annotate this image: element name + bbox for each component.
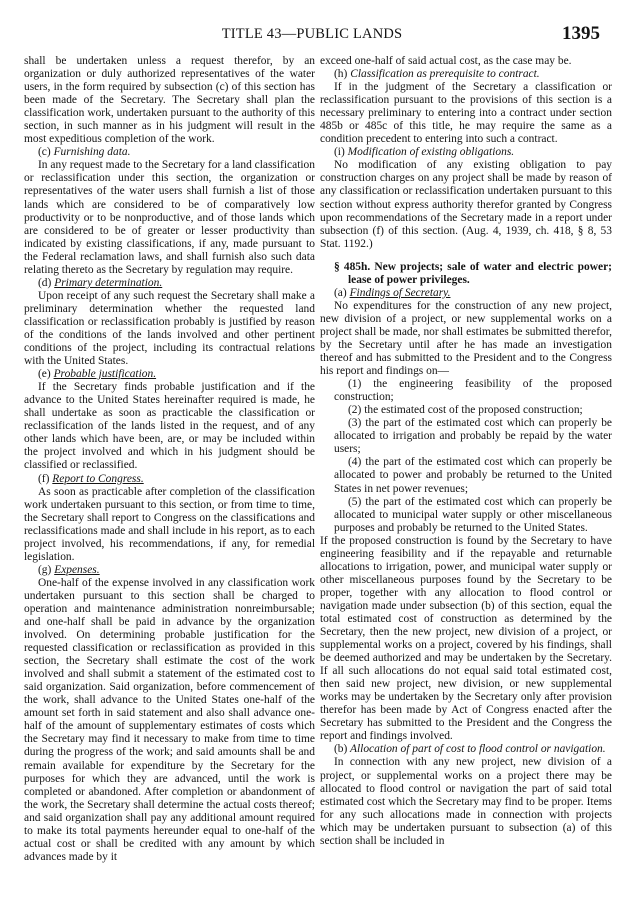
subsection-a-followup: If the proposed construction is found by the Secretary to have engineering feasibility and if the repayable and returnable allocations to irrigation, power, and municipal water supply or other miscellaneous purposes found by the Secretary to be proper, together with any allocation to flood control or navigation made under subsection (b) of this section, equal the total estimated cost of construction as determined by the Secretary, then the new project, new division of a project, or supplemental works on a project, covered by his findings, shall be deemed authorized and may be undertaken by the Secretary. If all such allocations do not equal said total estimated cost, then said new project, new division, or new supplemental works may be undertaken by the Secretary only after provision therefor has been made by Act of Congress enacted after the Secretary has submitted to the President and the Congress the report and findings involved. — [320, 534, 612, 743]
subsection-d-text: Upon receipt of any such request the Secretary shall make a preliminary determination whether the requested land classification or reclassification probably is justified by reason of the conditions of the lands involved and other pertinent conditions of the project, including its contractual relations with the United States. — [24, 289, 315, 368]
finding-item: (3) the part of the estimated cost which can properly be allocated to irrigation and probably be repaid by the water users; — [334, 417, 612, 456]
subsection-e-text: If the Secretary finds probable justification and if the advance to the United States hereinafter required is made, he shall undertake as soon as practicable the classification or reclassification of the lands listed in the request, and of any other lands which have been, are, or may be included within the project involved and which in his judgment should be classified or reclassified. — [24, 381, 315, 472]
subsection-h-text: If in the judgment of the Secretary a classification or reclassification pursuant to the provisions of this section is a necessary preliminary to entering into a contract under section 485b or 485c of this title, he may require the same as a condition precedent to entering into such a contract. — [320, 81, 612, 146]
subsection-g-title: Expenses. — [54, 563, 100, 576]
page-header — [0, 22, 624, 46]
subsection-a-title: Findings of Secretary. — [349, 286, 451, 299]
finding-item: (2) the estimated cost of the proposed construction; — [348, 404, 583, 417]
subsection-h-title: Classification as prerequisite to contract. — [350, 68, 540, 81]
subsection-i-text: No modification of any existing obligation to pay construction charges on any project shall be made by reason of any classification or reclassification undertaken pursuant to this section without express authority therefor granted by Congress upon recommendations of the Secretary made in a report under subsection (f) of this section. (Aug. 4, 1939, ch. 418, § 8, 53 Stat. 1192.) — [320, 159, 612, 250]
subsection-d-heading — [24, 277, 315, 290]
subsection-b-text: In connection with any new project, new division of a project, or supplemental works on a project there may be allocated to flood control or navigation the part of said total estimated cost which the Secretary may find to be proper. Items for any such allocations made in connection with projects which may be undertaken pursuant to subsection (a) of this section shall be included in — [320, 756, 612, 847]
subsection-g-heading — [24, 564, 315, 577]
subsection-c-heading — [24, 146, 315, 159]
finding-item: (4) the part of the estimated cost which can properly be allocated to power and probably be returned to the United States in net power revenues; — [334, 456, 612, 495]
subsection-c-label: (c) — [38, 146, 51, 159]
subsection-e-title: Probable justification. — [53, 368, 157, 381]
subsection-b-label: (b) — [334, 743, 348, 756]
subsection-g-text: One-half of the expense involved in any classification work undertaken pursuant to this section shall be charged to operation and maintenance administration nonreimbursable; and one-half shall be paid in advance by the organization involved. On determining probable justification for the requested classification or reclassification as provided in this section, the Secretary shall estimate the cost of the work involved and shall submit a statement of the estimated cost to said organization. Said organization, before commencement of the work, shall advance to the United States one-half of the amount set forth in said statement and also shall advance one-half of the amount of supplementary estimates of costs which the Secretary may find it necessary to make from time to time during the progress of the work; and said amounts shall be and remain available for expenditure by the Secretary for the purposes for which they are advanced, until the work is completed or abandoned. After completion or abandonment of the work, the Secretary shall determine the actual costs thereof; and said organization shall pay any additional amount required to make its total payments hereunder equal to one-half of the actual cost or shall be credited with any amount by which advances made by it — [24, 576, 315, 863]
finding-item: (5) the part of the estimated cost which can properly be allocated to municipal water supply or other miscellaneous purposes and probably be returned to the United States. — [334, 495, 612, 534]
subsection-g-continued: exceed one-half of said actual cost, as the case may be. — [320, 55, 572, 67]
subsection-i-title: Modification of existing obligations. — [347, 146, 515, 159]
running-title: TITLE 43—PUBLIC LANDS — [221, 26, 403, 42]
subsection-f-label: (f) — [38, 472, 50, 485]
subsection-a-label: (a) — [334, 286, 347, 299]
section-heading: § 485h. New projects; sale of water and electric power; lease of power privileges. — [334, 260, 612, 286]
subsection-g-label: (g) — [38, 563, 52, 576]
subsection-h-label: (h) — [334, 68, 348, 81]
subsection-i-heading — [320, 146, 612, 159]
subsection-b-title: Allocation of part of cost to flood control or navigation. — [350, 743, 606, 756]
subsection-a-text: No expenditures for the construction of any new project, new division of a project, or new supplemental works on a project shall be made, nor shall estimates be submitted therefor, by the Secretary until after he has made an investigation thereof and has submitted to the President and to the Congress his report and findings on— — [320, 299, 612, 378]
subsection-e-label: (e) — [38, 368, 51, 381]
subsection-d-label: (d) — [38, 276, 52, 289]
subsection-a-heading — [320, 287, 612, 300]
subsection-e-heading — [24, 368, 315, 381]
subsection-h-heading — [320, 68, 612, 81]
subsection-c-text: In any request made to the Secretary for a land classification or reclassification under this section, the organization or representatives of the water users shall furnish a list of those lands which are considered to be of comparatively low productivity or to be nonproductive, and of those lands which are considered to be of greater or lesser productivity than indicated by existing classifications, if any, made pursuant to the Federal reclamation laws, and shall furnish also such data relating thereto as the Secretary by regulation may require. — [24, 159, 315, 276]
paragraph-intro-continued: shall be undertaken unless a request therefor, by an organization or duly authorized representatives of the water users, in the form required by subsection (c) of this section has been made of the Secretary. The Secretary shall plan the classification work, undertaken pursuant to the authority of this section, in such manner as in his judgment will result in the most expeditious completion of the work. — [24, 55, 315, 146]
subsection-f-heading — [24, 473, 315, 486]
subsection-d-title: Primary determination. — [54, 276, 163, 289]
subsection-f-text: As soon as practicable after completion of the classification work undertaken pursuant to this section, or from time to time, the Secretary shall report to Congress on the classifications and reclassifications made and shall include in his report, as to each project involved, his recommendations, if any, for remedial legislation. — [24, 485, 315, 563]
subsection-f-title: Report to Congress. — [52, 472, 144, 485]
page-number: 1395 — [562, 23, 600, 44]
left-column — [24, 55, 315, 915]
subsection-c-title: Furnishing data. — [53, 146, 131, 159]
subsection-b-heading — [320, 743, 612, 756]
subsection-i-label: (i) — [334, 146, 345, 159]
finding-item: (1) the engineering feasibility of the proposed construction; — [334, 378, 612, 404]
right-column — [320, 55, 612, 915]
